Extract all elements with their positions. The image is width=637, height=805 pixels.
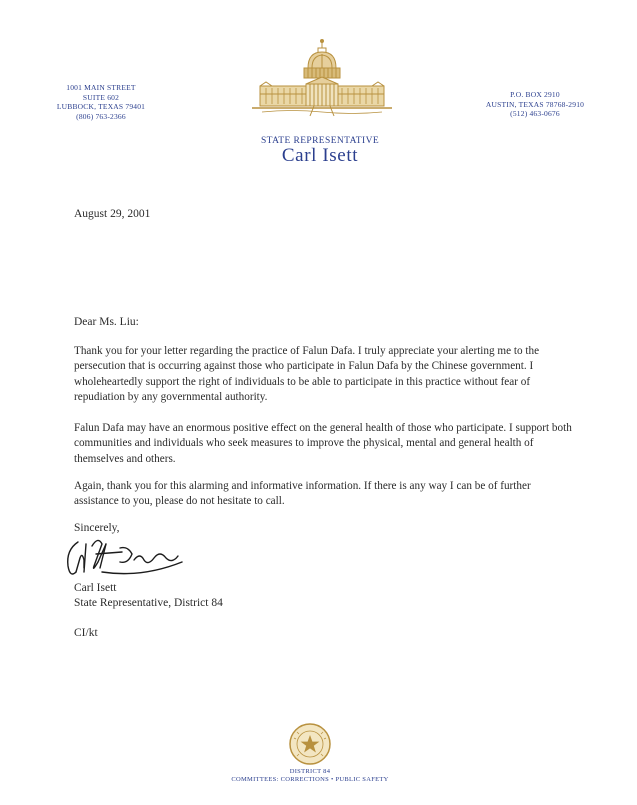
body-paragraph: Falun Dafa may have an enormous positive effect on the general health of those who participate. I support both communities and individuals who seek measures to improve the physical, mental and general health of themselves and others.	[74, 422, 572, 465]
footer-committees: COMMITTEES: CORRECTIONS • PUBLIC SAFETY	[231, 776, 389, 783]
capitol-office-address	[470, 90, 600, 119]
letter-date: August 29, 2001	[74, 208, 151, 220]
address-line: (512) 463-0676	[510, 109, 560, 118]
representative-name: Carl Isett	[281, 145, 359, 166]
signer-name: Carl Isett	[74, 582, 117, 594]
office-title: STATE REPRESENTATIVE	[260, 136, 380, 146]
closing: Sincerely,	[74, 522, 120, 534]
signature-icon	[62, 532, 192, 582]
address-line: SUITE 602	[82, 92, 120, 102]
body-paragraph: Thank you for your letter regarding the practice of Falun Dafa. I truly appreciate your alerting me to the persecution that is occurring against those who participate in Falun Dafa by the Chinese government. I wholeheartedly support the right of individuals to be able to participate in this practice without fear of repudiation by any governmental authority.	[74, 345, 540, 404]
capitol-building-icon	[252, 38, 392, 118]
signer-title: State Representative, District 84	[74, 597, 223, 609]
texas-seal-icon	[288, 722, 332, 766]
footer-district: DISTRICT 84	[289, 768, 331, 775]
salutation: Dear Ms. Liu:	[74, 316, 139, 328]
district-office-address	[36, 83, 166, 121]
address-line: (806) 763-2366	[76, 111, 126, 121]
typist-initials: CI/kt	[74, 627, 98, 639]
address-line: AUSTIN, TEXAS 78768-2910	[485, 99, 585, 109]
body-paragraph: Again, thank you for this alarming and informative information. If there is any way I can be of further assistance to you, please do not hesitate to call.	[74, 480, 531, 508]
address-line: P.O. BOX 2910	[510, 90, 560, 99]
address-line: 1001 MAIN STREET	[66, 83, 136, 92]
address-line: LUBBOCK, TEXAS 79401	[56, 102, 146, 111]
